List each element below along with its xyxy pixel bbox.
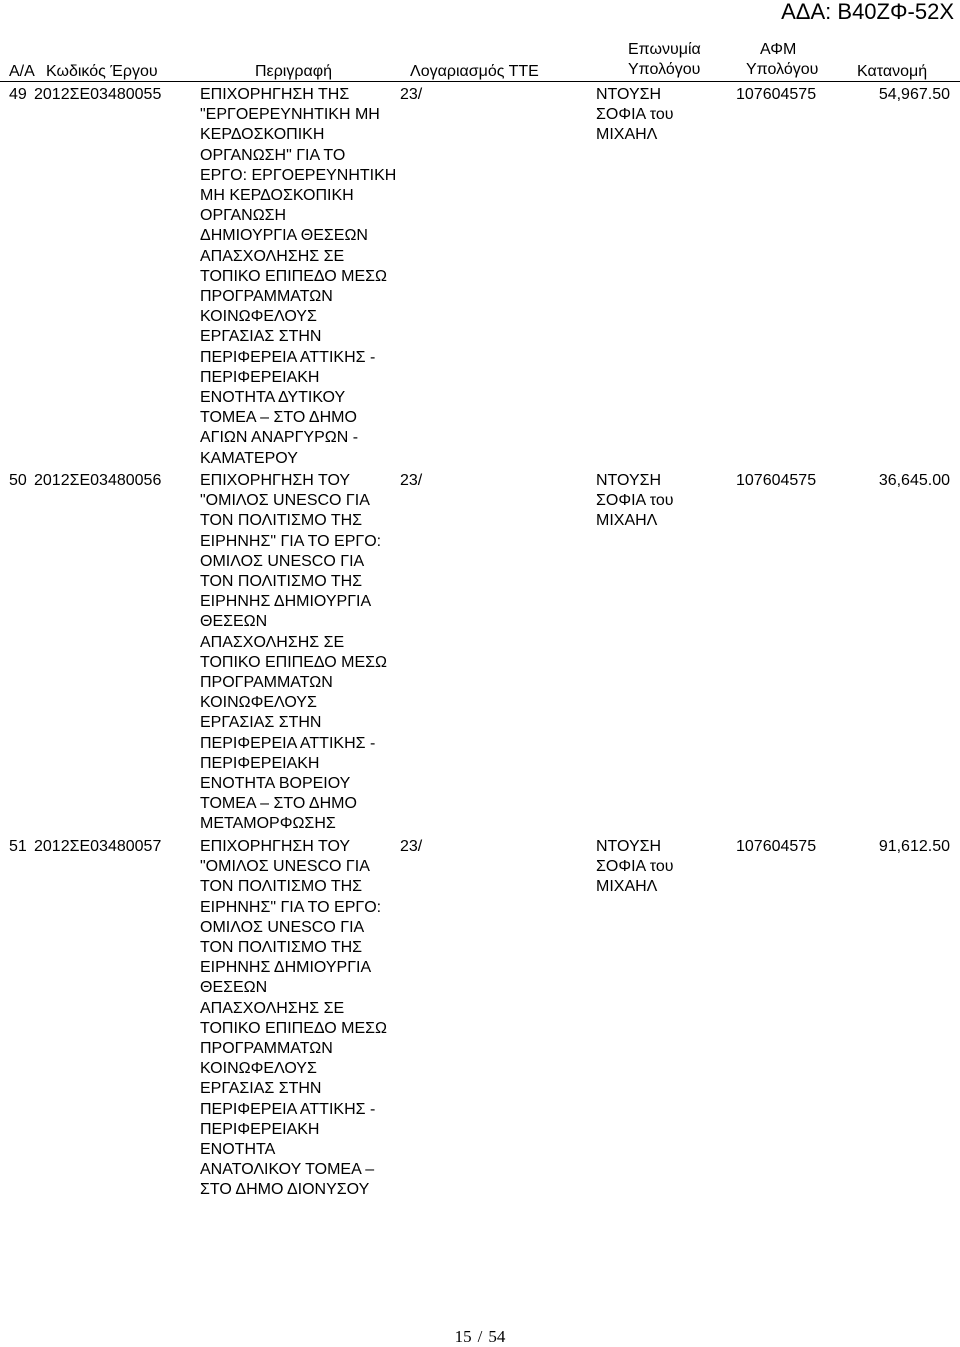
row-amount: 36,645.00 <box>878 472 950 489</box>
header-aa: Α/Α <box>9 63 35 80</box>
total-pages: 54 <box>488 1327 506 1346</box>
row-description: ΕΠΙΧΟΡΗΓΗΣΗ ΤΗΣ "ΕΡΓΟΕΡΕΥΝΗΤΙΚΗ ΜΗ ΚΕΡΔΟΣΚΟΠΙΚΗ ΟΡΓΑΝΩΣΗ" ΓΙΑ ΤΟ ΕΡΓΟ: ΕΡΓΟΕΡΕΥΝΗΤΙΚΗ ΜΗ ΚΕΡΔΟΣΚΟΠΙΚΗ ΟΡΓΑΝΩΣΗ ΔΗΜΙΟΥΡΓΙΑ ΘΕΣΕΩΝ ΑΠΑΣΧΟΛΗΣΗΣ ΣΕ ΤΟΠΙΚΟ ΕΠΙΠΕΔΟ ΜΕΣΩ ΠΡΟΓΡΑΜΜΑΤΩΝ ΚΟΙΝΩΦΕΛΟΥΣ ΕΡΓΑΣΙΑΣ ΣΤΗΝ ΠΕΡΙΦΕΡΕΙΑ ΑΤΤΙΚΗΣ - ΠΕΡΙΦΕΡΕΙΑΚΗ ΕΝΟΤΗΤΑ ΔΥΤΙΚΟΥ ΤΟΜΕΑ – ΣΤΟ ΔΗΜΟ ΑΓΙΩΝ ΑΝΑΡΓΥΡΩΝ - ΚΑΜΑΤΕΡΟΥ <box>200 86 397 467</box>
table-header <box>0 40 960 82</box>
row-account: 23/ <box>400 838 423 855</box>
row-account: 23/ <box>400 472 423 489</box>
header-code: Κωδικός Έργου <box>46 63 158 80</box>
header-afm-line1: ΑΦΜ <box>760 41 797 58</box>
header-description: Περιγραφή <box>255 63 332 80</box>
header-account: Λογαριασμός ΤΤΕ <box>410 63 539 80</box>
row-name: ΝΤΟΥΣΗ ΣΟΦΙΑ του ΜΙΧΑΗΛ <box>596 86 674 144</box>
page-separator: / <box>477 1327 483 1346</box>
row-aa: 51 <box>9 838 27 855</box>
row-aa: 50 <box>9 472 27 489</box>
header-name-line2: Υπολόγου <box>628 61 701 78</box>
header-afm-line2: Υπολόγου <box>746 61 819 78</box>
row-aa: 49 <box>9 86 27 103</box>
row-name: ΝΤΟΥΣΗ ΣΟΦΙΑ του ΜΙΧΑΗΛ <box>596 838 674 896</box>
document-id: ΑΔΑ: Β40ΖΦ-52Χ <box>781 0 954 24</box>
row-afm: 107604575 <box>736 838 817 855</box>
row-description: ΕΠΙΧΟΡΗΓΗΣΗ ΤΟΥ "ΟΜΙΛΟΣ UNESCO ΓΙΑ ΤΟΝ ΠΟΛΙΤΙΣΜΟ ΤΗΣ ΕΙΡΗΝΗΣ" ΓΙΑ ΤΟ ΕΡΓΟ: ΟΜΙΛΟΣ UNESCO ΓΙΑ ΤΟΝ ΠΟΛΙΤΙΣΜΟ ΤΗΣ ΕΙΡΗΝΗΣ ΔΗΜΙΟΥΡΓΙΑ ΘΕΣΕΩΝ ΑΠΑΣΧΟΛΗΣΗΣ ΣΕ ΤΟΠΙΚΟ ΕΠΙΠΕΔΟ ΜΕΣΩ ΠΡΟΓΡΑΜΜΑΤΩΝ ΚΟΙΝΩΦΕΛΟΥΣ ΕΡΓΑΣΙΑΣ ΣΤΗΝ ΠΕΡΙΦΕΡΕΙΑ ΑΤΤΙΚΗΣ - ΠΕΡΙΦΕΡΕΙΑΚΗ ΕΝΟΤΗΤΑ ΑΝΑΤΟΛΙΚΟΥ ΤΟΜΕΑ – ΣΤΟ ΔΗΜΟ ΔΙΟΝΥΣΟΥ <box>200 838 387 1199</box>
header-name-line1: Επωνυμία <box>628 41 701 58</box>
row-account: 23/ <box>400 86 423 103</box>
row-description: ΕΠΙΧΟΡΗΓΗΣΗ ΤΟΥ "ΟΜΙΛΟΣ UNESCO ΓΙΑ ΤΟΝ ΠΟΛΙΤΙΣΜΟ ΤΗΣ ΕΙΡΗΝΗΣ" ΓΙΑ ΤΟ ΕΡΓΟ: ΟΜΙΛΟΣ UNESCO ΓΙΑ ΤΟΝ ΠΟΛΙΤΙΣΜΟ ΤΗΣ ΕΙΡΗΝΗΣ ΔΗΜΙΟΥΡΓΙΑ ΘΕΣΕΩΝ ΑΠΑΣΧΟΛΗΣΗΣ ΣΕ ΤΟΠΙΚΟ ΕΠΙΠΕΔΟ ΜΕΣΩ ΠΡΟΓΡΑΜΜΑΤΩΝ ΚΟΙΝΩΦΕΛΟΥΣ ΕΡΓΑΣΙΑΣ ΣΤΗΝ ΠΕΡΙΦΕΡΕΙΑ ΑΤΤΙΚΗΣ - ΠΕΡΙΦΕΡΕΙΑΚΗ ΕΝΟΤΗΤΑ ΒΟΡΕΙΟΥ ΤΟΜΕΑ – ΣΤΟ ΔΗΜΟ ΜΕΤΑΜΟΡΦΩΣΗΣ <box>200 472 387 833</box>
row-afm: 107604575 <box>736 472 817 489</box>
row-afm: 107604575 <box>736 86 817 103</box>
row-amount: 54,967.50 <box>878 86 950 103</box>
page-number <box>0 1327 960 1347</box>
header-amount: Κατανομή <box>857 63 928 80</box>
row-name: ΝΤΟΥΣΗ ΣΟΦΙΑ του ΜΙΧΑΗΛ <box>596 472 674 530</box>
current-page: 15 <box>454 1327 472 1346</box>
row-amount: 91,612.50 <box>878 838 950 855</box>
row-code: 2012ΣΕ03480057 <box>34 838 162 855</box>
row-code: 2012ΣΕ03480056 <box>34 472 162 489</box>
row-code: 2012ΣΕ03480055 <box>34 86 162 103</box>
